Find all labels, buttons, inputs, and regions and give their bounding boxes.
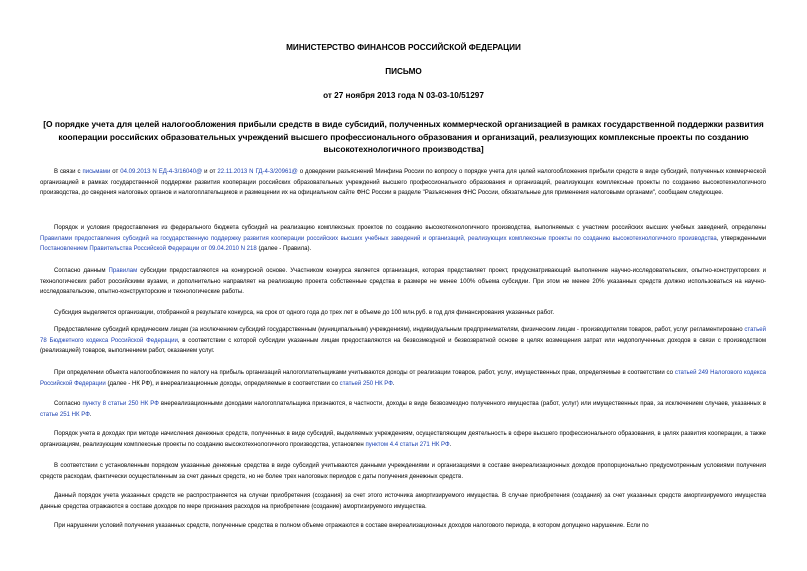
link-rules[interactable]: Правилам <box>108 268 138 274</box>
link-article-271-clause-4-4[interactable]: пунктом 4.4 статьи 271 НК РФ <box>365 441 450 448</box>
document-title: [О порядке учета для целей налогообложения прибыли средств в виде субсидий, полученных коммерческой организацией в рамках государственной поддержки развития кооперации российских образовательных учреждений высшего профессионального образования и организаций, реализующих комплексные проекты по созданию высокотехнологичного производства] <box>43 119 764 154</box>
link-budget-code-article-78[interactable]: статьей 78 Бюджетного кодекса Российской Федерации <box>40 327 766 344</box>
paragraph: Субсидия выделяется организации, отобранной в результате конкурса, на срок от одного года до трех лет в объеме до 100 млн.руб. в год для финансирования указанных работ. <box>54 310 555 316</box>
paragraph-text: (далее - Правила). <box>256 246 312 252</box>
link-letters[interactable]: письмами <box>82 169 111 175</box>
paragraph: При нарушении условий получения указанных средств, полученные средства в полном объеме отражаются в составе внереализационных доходов налогового периода, в котором допущено нарушение. Если по <box>54 523 649 529</box>
paragraph-text: (далее - НК РФ), и внереализационные доходы, определяемые в соответствии со <box>105 380 340 387</box>
paragraph-text: о доведении разъяснений Минфина России по вопросу о порядке учета для целей налогообложения прибыли средств в виде субсидий, полученных коммерческой организацией в рамках государственной поддержки развития кооперации российских образовательных учреждений высшего профессионального образования и организаций, реализующих комплексные проекты по созданию высокотехнологичного производства, до сведения налоговых органов и налогоплательщиков и размещении их на официальном сайте ФНС России в разделе "Разъяснения ФНС России, обязательные для применения налоговыми органами", сообщаем следующее. <box>40 169 766 196</box>
paragraph-text: , в соответствии с которой субсидии указанным лицам предоставляются на безвозмездной и безвозвратной основе в целях возмещения затрат или недополученных доходов в связи с производством (реализацией) товаров, выполнением работ, оказанием услуг. <box>40 337 767 354</box>
paragraph-text: При определении объекта налогообложения по налогу на прибыль организаций налогоплательщиками учитываются доходы от реализации товаров, работ, услуг, имущественных прав, определяемые в соответствии со <box>54 370 675 376</box>
paragraph-text: . <box>89 411 92 418</box>
paragraph-text: Согласно <box>54 401 83 407</box>
paragraph-text: внереализационными доходами налогоплательщика признаются, в частности, доходы в виде безвозмездно полученного имущества (работ, услуг) или имущественных прав, за исключением случаев, указанных в <box>158 401 766 407</box>
paragraph-text: Порядок учета в доходах при методе начисления денежных средств, полученных в виде субсидий, выделяемых учреждениям, осуществляющим деятельность в сфере высшего профессионального образования, в целях развития кооперации, а также организациям, реализующим комплексные проекты по созданию высокотехнологичного производства, установлен <box>40 431 766 448</box>
link-letter-gd-4-3-20961[interactable]: 22.11.2013 N ГД-4-3/20961@ <box>217 169 298 175</box>
paragraph-text: Порядок и условия предоставления из федерального бюджета субсидий на реализацию комплексных проектов по созданию высокотехнологичного производства, выполняемых с участием российских высших учебных заведений, определены <box>54 225 766 231</box>
paragraph <box>40 429 766 450</box>
paragraph-text: . <box>449 441 452 448</box>
paragraph <box>40 368 766 389</box>
paragraph <box>40 266 766 298</box>
paragraph <box>40 325 766 357</box>
link-article-250-clause-8[interactable]: пункту 8 статьи 250 НК РФ <box>82 401 159 407</box>
paragraph-text: Предоставление субсидий юридическим лицам (за исключением субсидий государственным (муниципальным) учреждениям), индивидуальным предпринимателям, физическим лицам - производителям товаров, работ, услуг регламентировано <box>54 327 745 333</box>
paragraph <box>40 399 766 420</box>
paragraph: В соответствии с установленным порядком указанные денежные средства в виде субсидий учитываются данными учреждениями и организациями в составе внереализационных доходов пропорционально предусмотренным условиями получения средств расходам, фактически осуществленным за счет данных средств, но не более трех налоговых периодов с даты получения денежных средств. <box>40 463 766 480</box>
paragraph-text: , утвержденными <box>716 235 766 242</box>
link-tax-code-article-251[interactable]: статье 251 НК РФ <box>40 411 90 418</box>
document-type-heading: ПИСЬМО <box>385 67 422 76</box>
paragraph-text: и от <box>202 169 218 175</box>
link-subsidy-rules[interactable]: Правилами предоставления субсидий на государственную поддержку развития кооперации российских высших учебных заведений и организаций, реализующих комплексные проекты по созданию высокотехнологичного производства <box>40 235 717 242</box>
link-tax-code-article-249[interactable]: статьей 249 Налогового кодекса Российской Федерации <box>40 370 766 387</box>
paragraph <box>40 223 766 255</box>
ministry-heading: МИНИСТЕРСТВО ФИНАНСОВ РОССИЙСКОЙ ФЕДЕРАЦИИ <box>286 43 521 52</box>
paragraph-text: от <box>110 169 121 175</box>
paragraph-text: Согласно данным <box>54 268 109 274</box>
paragraph-text: В связи с <box>54 169 83 175</box>
document-date-number: от 27 ноября 2013 года N 03-03-10/51297 <box>323 91 484 100</box>
link-tax-code-article-250[interactable]: статьей 250 НК РФ <box>339 380 393 387</box>
paragraph-text: субсидии предоставляются на конкурсной основе. Участником конкурса является организация, которая представляет проект, предусматривающий выполнение научно-исследовательских, опытно-конструкторских и технологических работ российскими вузами, и дополнительно направляет на реализацию проекта собственные средства в размере не менее 100% объема субсидии. При этом не менее 20% указанных средств должно использоваться на научно-исследовательские, опытно-конструкторские и технологические работы. <box>40 268 766 295</box>
paragraph <box>40 167 766 199</box>
paragraph-text: . <box>392 380 395 387</box>
link-letter-ed-4-3-16040[interactable]: 04.09.2013 N ЕД-4-3/16040@ <box>120 169 203 175</box>
link-government-decree-218[interactable]: Постановлением Правительства Российской Федерации от 09.04.2010 N 218 <box>40 246 257 252</box>
paragraph: Данный порядок учета указанных средств не распространяется на случаи приобретения (создания) за счет этого источника амортизируемого имущества. В случае приобретения (создания) за счет указанных средств амортизируемого имущества данные средства отражаются в составе доходов по мере признания расходов на приобретение (создание) амортизируемого имущества. <box>40 493 766 510</box>
